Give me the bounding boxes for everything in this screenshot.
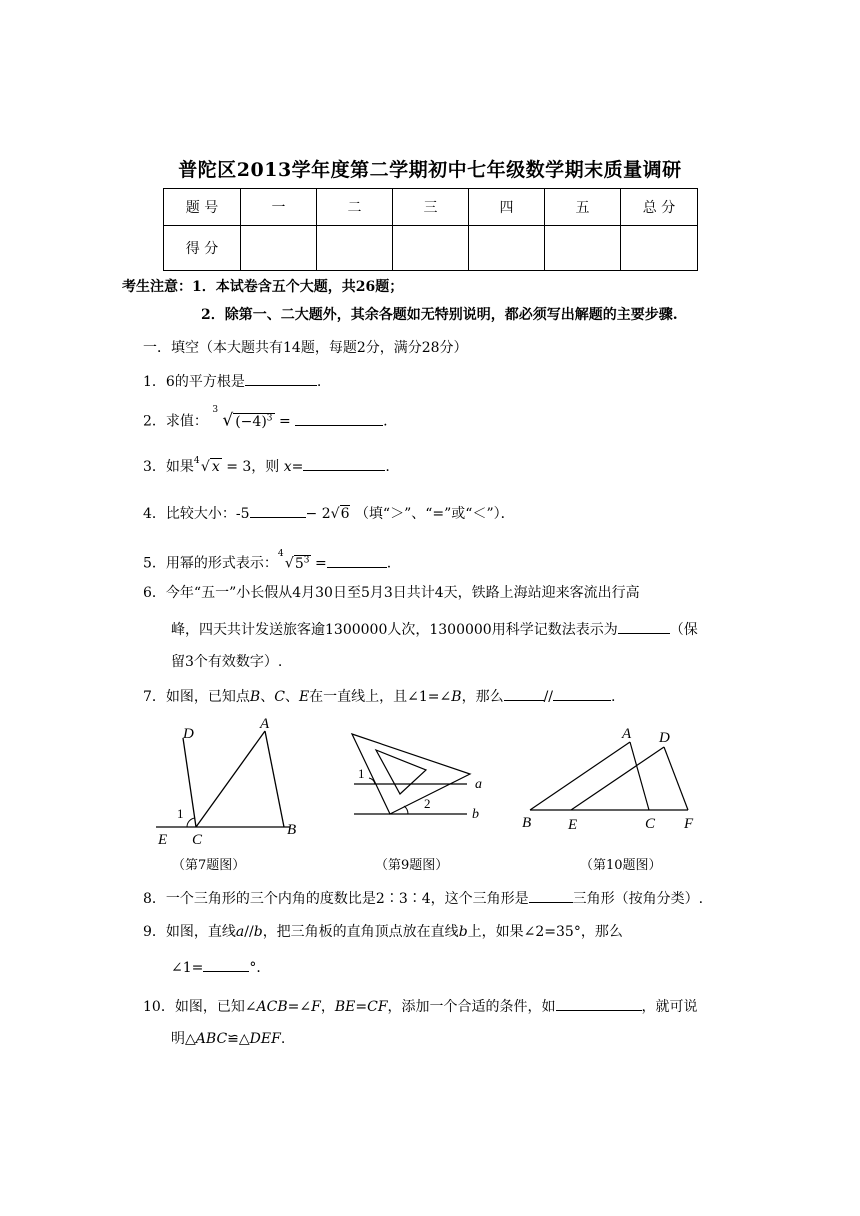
q9-text-3: 上，如果∠2=35°，那么 — [467, 924, 623, 940]
score-cell-total[interactable] — [621, 226, 698, 271]
q3-end: . — [385, 459, 390, 475]
fig10-label-c: C — [645, 816, 656, 832]
q5-answer-blank[interactable] — [327, 553, 387, 568]
q9-angle-1: ∠1= — [171, 960, 204, 976]
fig7-label-e: E — [158, 832, 168, 848]
score-table — [163, 188, 698, 271]
question-4 — [143, 503, 515, 524]
q10-be: BE — [334, 999, 356, 1015]
q2-root-index: 3 — [212, 405, 219, 415]
q10-congruent: ≌△ — [227, 1031, 250, 1047]
fig7-side-ab — [265, 731, 284, 827]
q5-radicand-base: 5 — [294, 555, 304, 572]
q2-cube-root — [212, 405, 274, 432]
q6-answer-blank[interactable] — [618, 619, 670, 634]
q10-text-3: ，就可说 — [641, 999, 698, 1015]
fig9-label-2: 2 — [424, 796, 431, 811]
score-header-3: 三 — [393, 189, 469, 226]
fig9-caption: （第9题图） — [375, 858, 449, 873]
fig7-side-ca — [196, 731, 265, 827]
q7-point-c: C — [274, 689, 285, 705]
q9-line-b: b — [253, 924, 263, 940]
q3-eq2: = — [291, 459, 304, 475]
q10-text: 10．如图，已知∠ — [143, 999, 257, 1015]
fig10-label-d: D — [659, 730, 670, 746]
fig10-label-e: E — [568, 817, 578, 833]
question-9-line-2 — [171, 957, 270, 978]
q5-text: 5．用幂的形式表示： — [143, 555, 278, 572]
score-header-4: 四 — [469, 189, 545, 226]
fig9-label-1: 1 — [358, 766, 365, 781]
q4-radicand: 6 — [340, 506, 350, 522]
q10-answer-blank[interactable] — [556, 996, 642, 1011]
notice-label: 考生注意： — [122, 279, 192, 295]
q7-condition: 在一直线上，且∠1=∠ — [309, 689, 452, 705]
question-8 — [143, 888, 703, 909]
q3-equals: = 3 — [226, 459, 252, 475]
q7-angle-b: B — [451, 689, 462, 705]
fig9-angle-1-arc — [369, 778, 375, 784]
q6-text-end: （保 — [669, 622, 698, 638]
page-title: 普陀区2013学年度第二学期初中七年级数学期末质量调研 — [178, 159, 682, 181]
q10-prove: 明△ — [171, 1031, 196, 1047]
q7-point-e: E — [298, 689, 310, 705]
q10-f: F — [311, 999, 321, 1015]
score-cell-3[interactable] — [393, 226, 469, 271]
q2-answer-blank[interactable] — [295, 411, 383, 426]
fig7-label-c: C — [192, 832, 203, 848]
q2-equals: = — [278, 413, 291, 430]
radical-icon: √ — [200, 459, 210, 475]
q7-point-b: B — [249, 689, 261, 705]
question-6-line-2 — [171, 619, 698, 640]
score-header-total: 总 分 — [621, 189, 698, 226]
q9-line-a: a — [235, 924, 245, 940]
score-header-1: 一 — [241, 189, 317, 226]
q3-x: x — [283, 459, 292, 475]
q9-degree: °． — [249, 960, 271, 976]
q7-then: ，那么 — [461, 689, 504, 705]
q10-abc: ABC — [195, 1031, 228, 1047]
q6-text: 峰，四天共计发送旅客逾1300000人次，1300000用科学记数法表示为 — [171, 622, 618, 638]
score-header-2: 二 — [317, 189, 393, 226]
q9-answer-blank[interactable] — [203, 957, 249, 972]
q9-text-2: ，把三角板的直角顶点放在直线 — [262, 924, 459, 940]
q10-end: . — [280, 1031, 286, 1047]
q3-fourth-root — [194, 457, 222, 477]
score-cell-5[interactable] — [545, 226, 621, 271]
question-10-line-1 — [143, 996, 698, 1017]
score-cell-1[interactable] — [241, 226, 317, 271]
q10-comma: ， — [320, 999, 335, 1015]
figure-7 — [150, 716, 310, 848]
fig10-side-ba — [530, 742, 630, 810]
question-6-line-1: 6．今年“五一”小长假从4月30日至5月3日共计4天，铁路上海站迎来客流出行高 — [143, 585, 640, 601]
question-7 — [143, 686, 615, 707]
score-cell-2[interactable] — [317, 226, 393, 271]
question-10-line-2 — [171, 1029, 285, 1049]
question-5 — [143, 550, 391, 574]
q7-end: . — [611, 689, 616, 705]
question-3 — [143, 456, 390, 477]
fig7-label-b: B — [287, 822, 297, 838]
radical-icon: √ — [284, 555, 294, 572]
q4-answer-blank[interactable] — [250, 503, 306, 518]
figure-9 — [342, 726, 502, 830]
q8-text-end: 三角形（按角分类）. — [572, 891, 704, 907]
fig10-side-ac — [630, 742, 649, 810]
q7-sep2: 、 — [284, 689, 299, 705]
figure-10 — [518, 722, 708, 834]
fig10-caption: （第10题图） — [580, 858, 662, 873]
q3-text: 3．如果 — [143, 459, 194, 475]
q5-fourth-root — [278, 550, 311, 574]
q4-instruction: （填“＞”、“=”或“＜”）． — [354, 506, 515, 522]
q3-answer-blank[interactable] — [303, 456, 385, 471]
fig9-label-a: a — [475, 777, 482, 792]
fig7-label-a: A — [260, 716, 270, 732]
fig7-ray-cd — [183, 738, 196, 827]
q7-text: 7．如图，已知点 — [143, 689, 250, 705]
q2-radicand-exp: 3 — [266, 413, 273, 423]
question-1 — [143, 371, 321, 392]
fig10-label-f: F — [684, 816, 694, 832]
q10-eq2: = — [355, 999, 368, 1015]
radical-icon: √ — [222, 410, 234, 431]
fig10-label-a: A — [622, 726, 632, 742]
q10-eq: =∠ — [287, 999, 312, 1015]
notice-item-2: 2．除第一、二大题外，其余各题如无特别说明，都必须写出解题的主要步骤. — [201, 307, 678, 323]
q7-parallel: // — [543, 689, 554, 705]
q3-radicand: x — [211, 459, 220, 475]
q9-text: 9．如图，直线 — [143, 924, 236, 940]
q1-text: 1．6的平方根是 — [143, 374, 245, 390]
score-row-label: 得 分 — [164, 226, 241, 271]
fig7-angle-arc — [187, 818, 195, 827]
radical-icon: √ — [330, 506, 340, 522]
q9-parallel: // — [244, 924, 254, 940]
fig9-label-b: b — [472, 807, 479, 822]
notice-line-1 — [122, 276, 403, 296]
fig10-side-ed — [571, 747, 664, 810]
q10-acb: ACB — [256, 999, 288, 1015]
q10-def: DEF — [249, 1031, 281, 1047]
fig10-side-df — [664, 747, 688, 810]
q1-end: . — [316, 374, 322, 390]
q5-radicand-exp: 3 — [303, 555, 310, 565]
section-heading: 一．填空（本大题共有14题，每题2分，满分28分） — [143, 340, 468, 356]
q10-text-2: ，添加一个合适的条件，如 — [387, 999, 556, 1015]
fig9-triangle-outer — [352, 734, 470, 814]
q7-answer-blank-1[interactable] — [504, 686, 544, 701]
q5-radicand — [294, 555, 311, 572]
fig10-label-b: B — [522, 815, 532, 831]
q2-text: 2．求值： — [143, 413, 208, 430]
q4-text: 4．比较大小：-5 — [143, 506, 250, 522]
q1-answer-blank[interactable] — [245, 371, 317, 386]
q3-root-index: 4 — [193, 456, 200, 466]
score-header-5: 五 — [545, 189, 621, 226]
q5-root-index: 4 — [277, 549, 284, 559]
q2-radicand — [233, 413, 274, 430]
q8-answer-blank[interactable] — [529, 888, 573, 903]
q7-answer-blank-2[interactable] — [553, 686, 611, 701]
score-cell-4[interactable] — [469, 226, 545, 271]
fig7-caption: （第7题图） — [172, 858, 246, 873]
q7-sep1: 、 — [260, 689, 275, 705]
question-9-line-1 — [143, 922, 623, 942]
notice-item-1: 1．本试卷含五个大题，共26题； — [192, 279, 404, 295]
q2-end: . — [383, 413, 388, 430]
q4-minus-two: − 2 — [305, 506, 331, 522]
q5-end: . — [386, 555, 392, 572]
q8-text: 8．一个三角形的三个内角的度数比是2∶3∶4，这个三角形是 — [143, 891, 529, 907]
q5-equals: = — [314, 555, 327, 572]
score-header-label: 题 号 — [164, 189, 241, 226]
question-6-line-3: 留3个有效数字）. — [171, 654, 283, 670]
fig7-label-1: 1 — [177, 806, 184, 821]
q2-radicand-base: (−4) — [235, 413, 267, 430]
q10-cf: CF — [367, 999, 388, 1015]
q9-line-b-2: b — [458, 924, 468, 940]
fig7-label-d: D — [183, 726, 194, 742]
q3-then: ，则 — [251, 459, 284, 475]
question-2 — [143, 405, 388, 432]
